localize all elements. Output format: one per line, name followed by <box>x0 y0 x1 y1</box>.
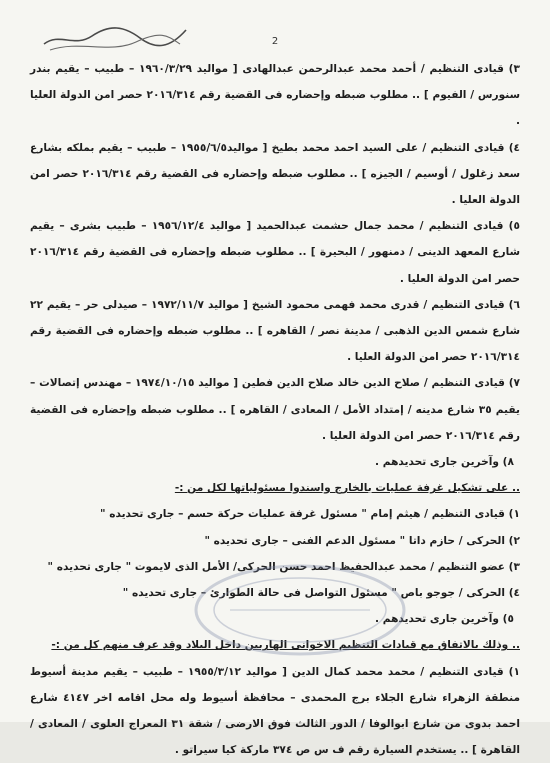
ops-item-3: ٣) عضو التنظيم / محمد عبدالحفيظ احمد حسن الحركى/ الأمل الذى لايموت " جارى تحديده " <box>47 560 520 573</box>
paragraph-item-6: ٦) قيادى التنظيم / قدرى محمد فهمى محمود الشيخ [ مواليد ١٩٧٢/١١/٧ – صيدلى حر – يقيم ٢٢ شارع شمس الدين الذهبى / مدينة نصر / القاهره ] .. مطلوب ضبطه وإحضاره فى القضية رقم ٢٠١٦/٣١٤ حصر امن الدولة العليا . <box>30 298 520 364</box>
page-number: 2 <box>271 36 279 47</box>
ops-item-2: ٢) الحركى / حازم داتا " مسئول الدعم الفنى – جارى تحديده " <box>204 534 520 547</box>
fugitive-item-1: ١) قيادى التنظيم / محمد محمد كمال الدين [ مواليد ١٩٥٥/٣/١٢ – طبيب – يقيم مدينة أسيوط منطقة الزهراء شارع الجلاء برج المحمدى – محافظة أسيوط وله محل اقامه اخر ٤١٤٧ شارع احمد بدوى من شارع ابوالوفا / الدور الثالث فوق الارضى / شقة ٣١ المعراج العلوى / المعادى / القاهرة ] .. يستخدم السيارة رقم ف س ص ٣٧٤ ماركة كيا سيراتو . <box>30 665 520 757</box>
section-heading-ops-room: .. على تشكيل غرفة عمليات بالخارج واسندوا مسئولياتها لكل من :- <box>174 482 520 495</box>
ops-item-1: ١) قيادى التنظيم / هيثم إمام " مسئول غرفة عمليات حركة حسم – جارى تحديده " <box>100 508 520 521</box>
paragraph-item-3: ٣) قيادى التنظيم / أحمد محمد عبدالرحمن عبدالهادى [ مواليد ١٩٦٠/٣/٢٩ – طبيب – يقيم بندر سنورس / الفيوم ] .. مطلوب ضبطه وإحضاره فى القضية رقم ٢٠١٦/٣١٤ حصر امن الدولة العليا . <box>30 63 520 128</box>
paragraph-others-2: ٥) وآخرين جارى تحديدهم . <box>375 613 514 626</box>
paragraph-item-5: ٥) قيادى التنظيم / محمد جمال حشمت عبدالحميد [ مواليد ١٩٥٦/١٢/٤ – طبيب بشرى – يقيم شارع المعهد الدينى / دمنهور / البحيرة ] .. مطلوب ضبطه وإحضاره فى القضية رقم ٢٠١٦/٣١٤ حصر امن الدولة العليا . <box>30 220 520 285</box>
paragraph-item-7: ٧) قيادى التنظيم / صلاح الدين خالد صلاح الدين فطين [ مواليد ١٩٧٤/١٠/١٥ – مهندس إتصالات – يقيم ٣٥ شارع مدينه / إمتداد الأمل / المعادى / القاهره ] .. مطلوب ضبطه وإحضاره فى القضية رقم ٢٠١٦/٣١٤ حصر امن الدولة العليا . <box>30 377 520 442</box>
paragraph-others-1: ٨) وآخرين جارى تحديدهم . <box>375 456 514 469</box>
official-stamp <box>190 560 410 660</box>
paragraph-item-4: ٤) قيادى التنظيم / على السيد احمد محمد بطيخ [ مواليد١٩٥٥/٦/٥ – طبيب – يقيم بملكه بشارع سعد زغلول / أوسيم / الجيزه ] .. مطلوب ضبطه وإحضاره فى القضية رقم ٢٠١٦/٣١٤ حصر امن الدولة العليا . <box>30 141 520 207</box>
ops-item-4: ٤) الحركى / جوجو باص " مسئول التواصل فى حالة الطوارئ – جارى تحديده " <box>122 587 520 600</box>
section-heading-fugitives: .. وذلك بالاتفاق مع قيادات التنظيم الاخوانى الهاربين داخل البلاد وقد عرف منهم كل من :- <box>51 639 520 652</box>
